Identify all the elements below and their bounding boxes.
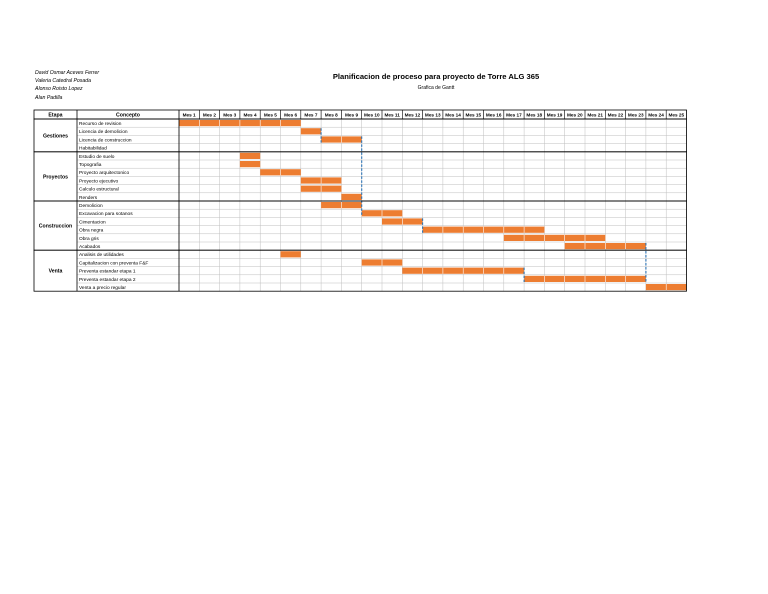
stage-label: Proyectos <box>42 174 69 181</box>
task-label: Calculo estructural <box>79 187 119 193</box>
task-label: Venta a precio regular <box>79 286 126 291</box>
task-label: Habitabilidad <box>79 146 107 152</box>
task-label: Acabados <box>79 245 101 250</box>
month-tick-label: Mes 18 <box>526 112 543 118</box>
stage-label: Gestiones <box>42 133 69 140</box>
month-tick-label: Mes 23 <box>627 112 644 118</box>
month-tick-label: Mes 14 <box>445 112 461 118</box>
month-tick-label: Mes 6 <box>284 112 298 118</box>
task-label: Obra gris <box>79 236 99 242</box>
month-tick-label: Mes 7 <box>304 112 318 118</box>
task-label: Renders <box>79 195 98 201</box>
gantt-bar <box>504 235 606 241</box>
month-tick-label: Mes 17 <box>506 112 522 118</box>
task-label: Estudio de suelo <box>79 154 115 160</box>
stage-label: Construccion <box>38 223 73 230</box>
chart-title: Planificacion de proceso para proyecto de Torre ALG 365 <box>332 72 540 81</box>
task-label: Cimentacion <box>79 220 106 226</box>
month-tick-label: Mes 16 <box>485 112 502 118</box>
month-tick-label: Mes 22 <box>607 112 624 118</box>
gantt-bar <box>240 153 260 159</box>
gantt-bar <box>240 161 260 167</box>
author-name: David Osmar Aceves Ferrer <box>35 70 100 76</box>
header-etapa: Etapa <box>48 112 63 119</box>
task-label: Obra negra <box>79 228 104 234</box>
task-label: Proyecto ejecutivo <box>79 179 119 185</box>
month-tick-label: Mes 25 <box>668 112 685 118</box>
month-tick-label: Mes 21 <box>587 112 603 118</box>
task-label: Recurso de revision <box>79 122 122 127</box>
month-tick-label: Mes 15 <box>465 112 482 118</box>
month-tick-label: Mes 3 <box>223 112 237 118</box>
task-label: Proyecto arquitectonico <box>79 171 130 177</box>
task-label: Capitalizacion con preventa F&F <box>79 261 149 267</box>
month-tick-label: Mes 10 <box>364 112 380 118</box>
month-tick-label: Mes 5 <box>263 112 277 118</box>
gantt-bar <box>341 194 361 200</box>
month-tick-label: Mes 4 <box>243 112 257 118</box>
task-label: Licencia de demolicion <box>79 130 128 136</box>
month-tick-label: Mes 20 <box>567 112 583 118</box>
month-tick-label: Mes 8 <box>324 112 338 118</box>
author-name: Alan Padilla <box>35 94 63 101</box>
month-tick-label: Mes 11 <box>384 112 400 118</box>
task-label: Topografia <box>79 163 102 168</box>
task-label: Preventa estandar etapa 1 <box>79 269 136 275</box>
author-name: Alonso Roisto Lopez <box>35 86 83 93</box>
task-label: Licencia de construccion <box>79 138 132 144</box>
month-tick-label: Mes 12 <box>404 112 421 118</box>
month-tick-label: Mes 2 <box>202 112 216 118</box>
chart-subtitle: Grafica de Gantt <box>417 85 455 91</box>
gantt-bar <box>281 251 301 257</box>
month-tick-label: Mes 13 <box>424 112 441 118</box>
task-label: Analisis de utilidades <box>79 253 124 259</box>
task-label: Preventa estandar etapa 2 <box>79 277 136 283</box>
author-name: Valeria Catedral Posada <box>35 78 92 85</box>
header-concepto: Concepto <box>116 112 140 119</box>
month-tick-label: Mes 19 <box>546 112 563 118</box>
task-label: Demolicion <box>79 204 103 209</box>
stage-label: Venta <box>48 268 63 275</box>
task-label: Excavacion para sotanos <box>79 212 133 218</box>
month-tick-label: Mes 1 <box>182 112 196 118</box>
month-tick-label: Mes 9 <box>345 112 359 118</box>
month-tick-label: Mes 24 <box>648 112 664 118</box>
gantt-bar <box>301 128 321 134</box>
